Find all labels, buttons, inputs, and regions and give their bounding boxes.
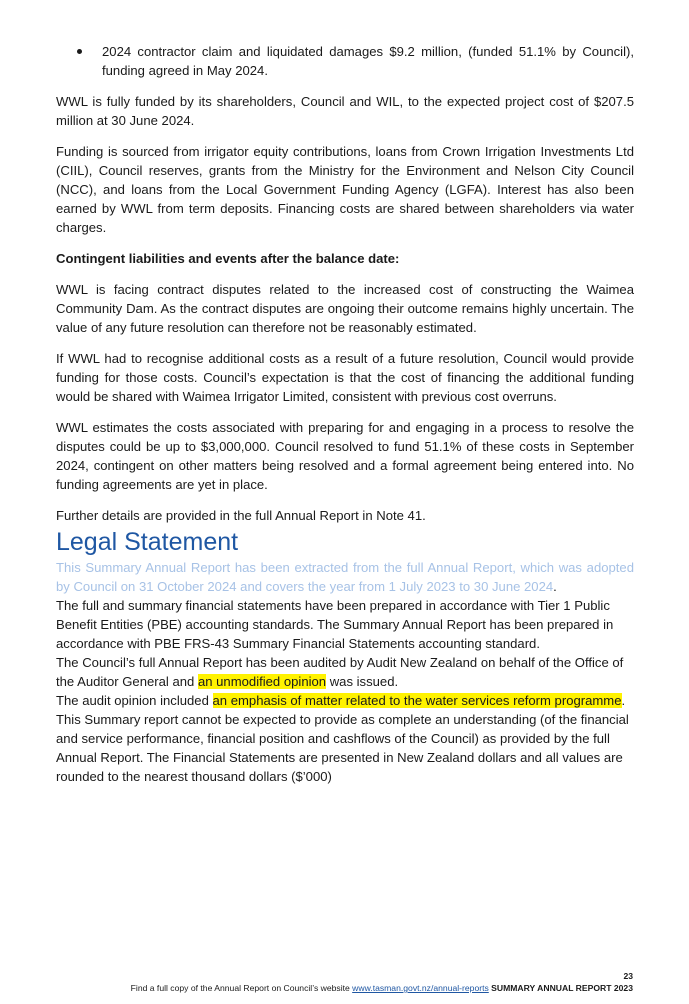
legal-emphasis-text-end: . — [621, 693, 626, 708]
footer-brand: SUMMARY ANNUAL REPORT 2023 — [488, 983, 633, 993]
annual-reports-link[interactable]: www.tasman.govt.nz/annual-reports — [352, 983, 489, 993]
paragraph-disputes: WWL is facing contract disputes related to the increased cost of constructing the Waimea Community Dam. As the contract disputes are ongoing their outcome remains highly uncertain. The value of any future resolution can therefore not be reasonably estimated. — [56, 282, 634, 335]
legal-standards-paragraph: The full and summary financial statements have been prepared in accordance with Tier 1 Public Benefit Entities (PBE) accounting standards. The Summary Annual Report has been prepared in accordance with PBE FRS-43 Summary Financial Statements accounting standard. — [56, 598, 614, 651]
legal-statement-title: Legal Statement — [56, 528, 239, 556]
legal-intro — [56, 558, 634, 596]
legal-emphasis-paragraph — [56, 691, 634, 710]
footer-text: Find a full copy of the Annual Report on Council’s website — [130, 983, 353, 993]
legal-audit-paragraph — [56, 653, 634, 691]
highlight-emphasis-of-matter: an emphasis of matter related to the water services reform programme — [212, 693, 622, 708]
section-heading: Contingent liabilities and events after the balance date: — [56, 251, 400, 266]
paragraph-funding-total: WWL is fully funded by its shareholders, Council and WIL, to the expected project cost of $207.5 million at 30 June 2024. — [56, 94, 634, 128]
paragraph-estimates: WWL estimates the costs associated with preparing for and engaging in a process to resolve the disputes could be up to $3,000,000. Council resolved to fund 51.1% of these costs in September 2024, contingent on other matters being resolved and a formal agreement being entered into. No funding agreements are yet in place. — [56, 420, 634, 492]
paragraph-further-details: Further details are provided in the full Annual Report in Note 41. — [56, 508, 426, 523]
legal-intro-text: This Summary Annual Report has been extracted from the full Annual Report, which was adopted by Council on 31 October 2024 and covers the year from 1 July 2023 to 30 June 2024 — [56, 560, 634, 594]
legal-emphasis-text: The audit opinion included — [56, 693, 213, 708]
page-footer — [131, 970, 633, 994]
legal-limitations-paragraph: This Summary report cannot be expected to provide as complete an understanding (of the financial and service performance, financial position and cashflows of the Council) as provided by the full Annual Report. The Financial Statements are presented in New Zealand dollars and all values are rounded to the nearest thousand dollars ($’000) — [56, 712, 629, 784]
legal-statement-section — [56, 526, 634, 786]
paragraph-funding-sources: Funding is sourced from irrigator equity contributions, loans from Crown Irrigation Investments Ltd (CIIL), Council reserves, grants from the Ministry for the Environment and Nelson City Council (NCC), and loans from the Local Government Funding Agency (LGFA). Interest has also been earned by WWL from term deposits. Financing costs are shared between shareholders via water charges. — [56, 144, 634, 235]
bullet-text: 2024 contractor claim and liquidated damages $9.2 million, (funded 51.1% by Council), funding agreed in May 2024. — [102, 44, 634, 78]
footer-line — [131, 982, 633, 994]
bullet-icon — [56, 42, 102, 80]
legal-audit-text-end: was issued. — [326, 674, 399, 689]
paragraph-additional-costs: If WWL had to recognise additional costs as a result of a future resolution, Council would provide funding for those costs. Council’s expectation is that the cost of financing the additional funding would be shared with Waimea Irrigator Limited, consistent with previous cost overruns. — [56, 351, 634, 404]
legal-intro-period: . — [553, 579, 557, 594]
page-number: 23 — [623, 971, 633, 981]
highlight-unmodified-opinion: an unmodified opinion — [197, 674, 327, 689]
list-item — [56, 42, 634, 80]
body-text — [56, 42, 634, 537]
legal-audit-text: The Council’s full Annual Report has been audited by Audit New Zealand on behalf of the Office of the Auditor General and — [56, 655, 624, 689]
